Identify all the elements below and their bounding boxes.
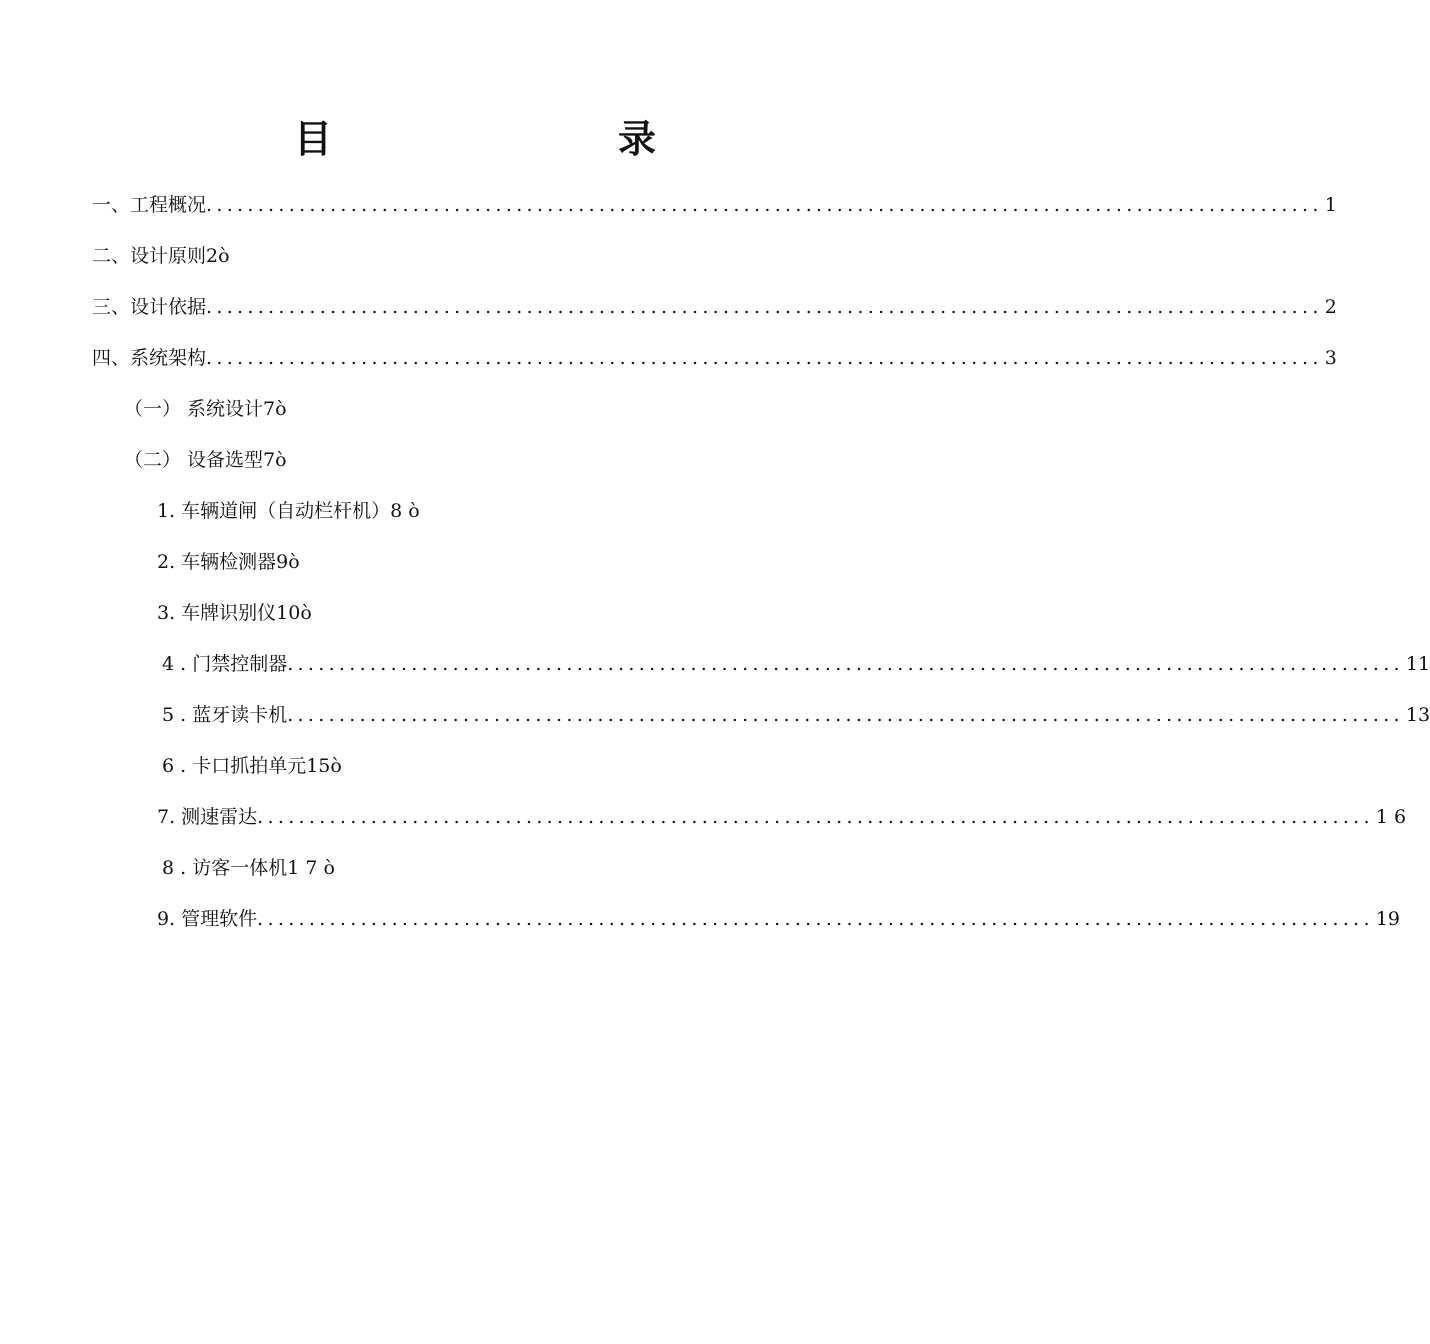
toc-entry[interactable] bbox=[162, 649, 1430, 679]
toc-entry[interactable] bbox=[162, 700, 1430, 730]
toc-entry[interactable] bbox=[92, 190, 1337, 220]
toc-entry-label: 4 . 门禁控制器 bbox=[162, 653, 288, 675]
toc-page-number: 19 bbox=[1375, 908, 1401, 930]
toc-entry[interactable] bbox=[157, 496, 420, 526]
toc-title: 目 录 bbox=[293, 117, 726, 161]
toc-entry-label: 8 . 访客一体机 bbox=[162, 857, 288, 879]
toc-page-number: 13 bbox=[1405, 704, 1430, 726]
toc-page-number: 2 bbox=[1324, 296, 1337, 318]
toc-page-number: 1 bbox=[1324, 194, 1337, 216]
toc-page-number: 10ò bbox=[276, 602, 312, 624]
toc-page-number: 1 7 ò bbox=[287, 857, 335, 879]
toc-leader-dots: ............................................................................................................ bbox=[206, 296, 1323, 318]
toc-entry-label: （二） 设备选型 bbox=[124, 449, 264, 471]
toc-page-number: 8 ò bbox=[390, 500, 420, 522]
toc-entry-label: 2. 车辆检测器 bbox=[157, 551, 277, 573]
toc-page-number: 7ò bbox=[263, 449, 287, 471]
toc-entry[interactable] bbox=[92, 343, 1337, 373]
toc-entry[interactable] bbox=[157, 802, 1407, 832]
toc-leader-dots: ............................................................................................................ bbox=[287, 704, 1404, 726]
toc-entry[interactable] bbox=[92, 241, 230, 271]
toc-entry[interactable] bbox=[124, 394, 287, 424]
toc-entry-label: 二、设计原则 bbox=[92, 245, 207, 267]
toc-entry-label: 5 . 蓝牙读卡机 bbox=[162, 704, 288, 726]
toc-entry[interactable] bbox=[162, 751, 342, 781]
toc-page-number: 2ò bbox=[206, 245, 230, 267]
toc-entry[interactable] bbox=[124, 445, 287, 475]
toc-entry[interactable] bbox=[92, 292, 1337, 322]
toc-entry-label: 三、设计依据 bbox=[92, 296, 207, 318]
toc-leader-dots: ............................................................................................................ bbox=[257, 908, 1374, 930]
toc-page-number: 11 bbox=[1405, 653, 1430, 675]
toc-page-number: 3 bbox=[1324, 347, 1337, 369]
toc-leader-dots: ............................................................................................................ bbox=[287, 653, 1404, 675]
toc-page-number: 7ò bbox=[263, 398, 287, 420]
toc-entry-label: 6 . 卡口抓拍单元 bbox=[162, 755, 307, 777]
toc-entry-label: 一、工程概况 bbox=[92, 194, 207, 216]
toc-entry[interactable] bbox=[157, 598, 312, 628]
toc-entry[interactable] bbox=[157, 904, 1401, 934]
toc-leader-dots: ............................................................................................................ bbox=[257, 806, 1374, 828]
toc-entry[interactable] bbox=[162, 853, 335, 883]
toc-leader-dots: ............................................................................................................ bbox=[206, 347, 1323, 369]
toc-entry-label: 1. 车辆道闸（自动栏杆机） bbox=[157, 500, 391, 522]
toc-entry-label: 3. 车牌识别仪 bbox=[157, 602, 277, 624]
toc-entry-label: 7. 测速雷达 bbox=[157, 806, 258, 828]
toc-page-number: 9ò bbox=[276, 551, 300, 573]
toc-leader-dots: ............................................................................................................ bbox=[206, 194, 1323, 216]
toc-entry-label: 9. 管理软件 bbox=[157, 908, 258, 930]
toc-entry-label: （一） 系统设计 bbox=[124, 398, 264, 420]
toc-entry[interactable] bbox=[157, 547, 300, 577]
toc-page-number: 15ò bbox=[306, 755, 342, 777]
toc-entry-label: 四、系统架构 bbox=[92, 347, 207, 369]
toc-page-number: 1 6 bbox=[1375, 806, 1407, 828]
